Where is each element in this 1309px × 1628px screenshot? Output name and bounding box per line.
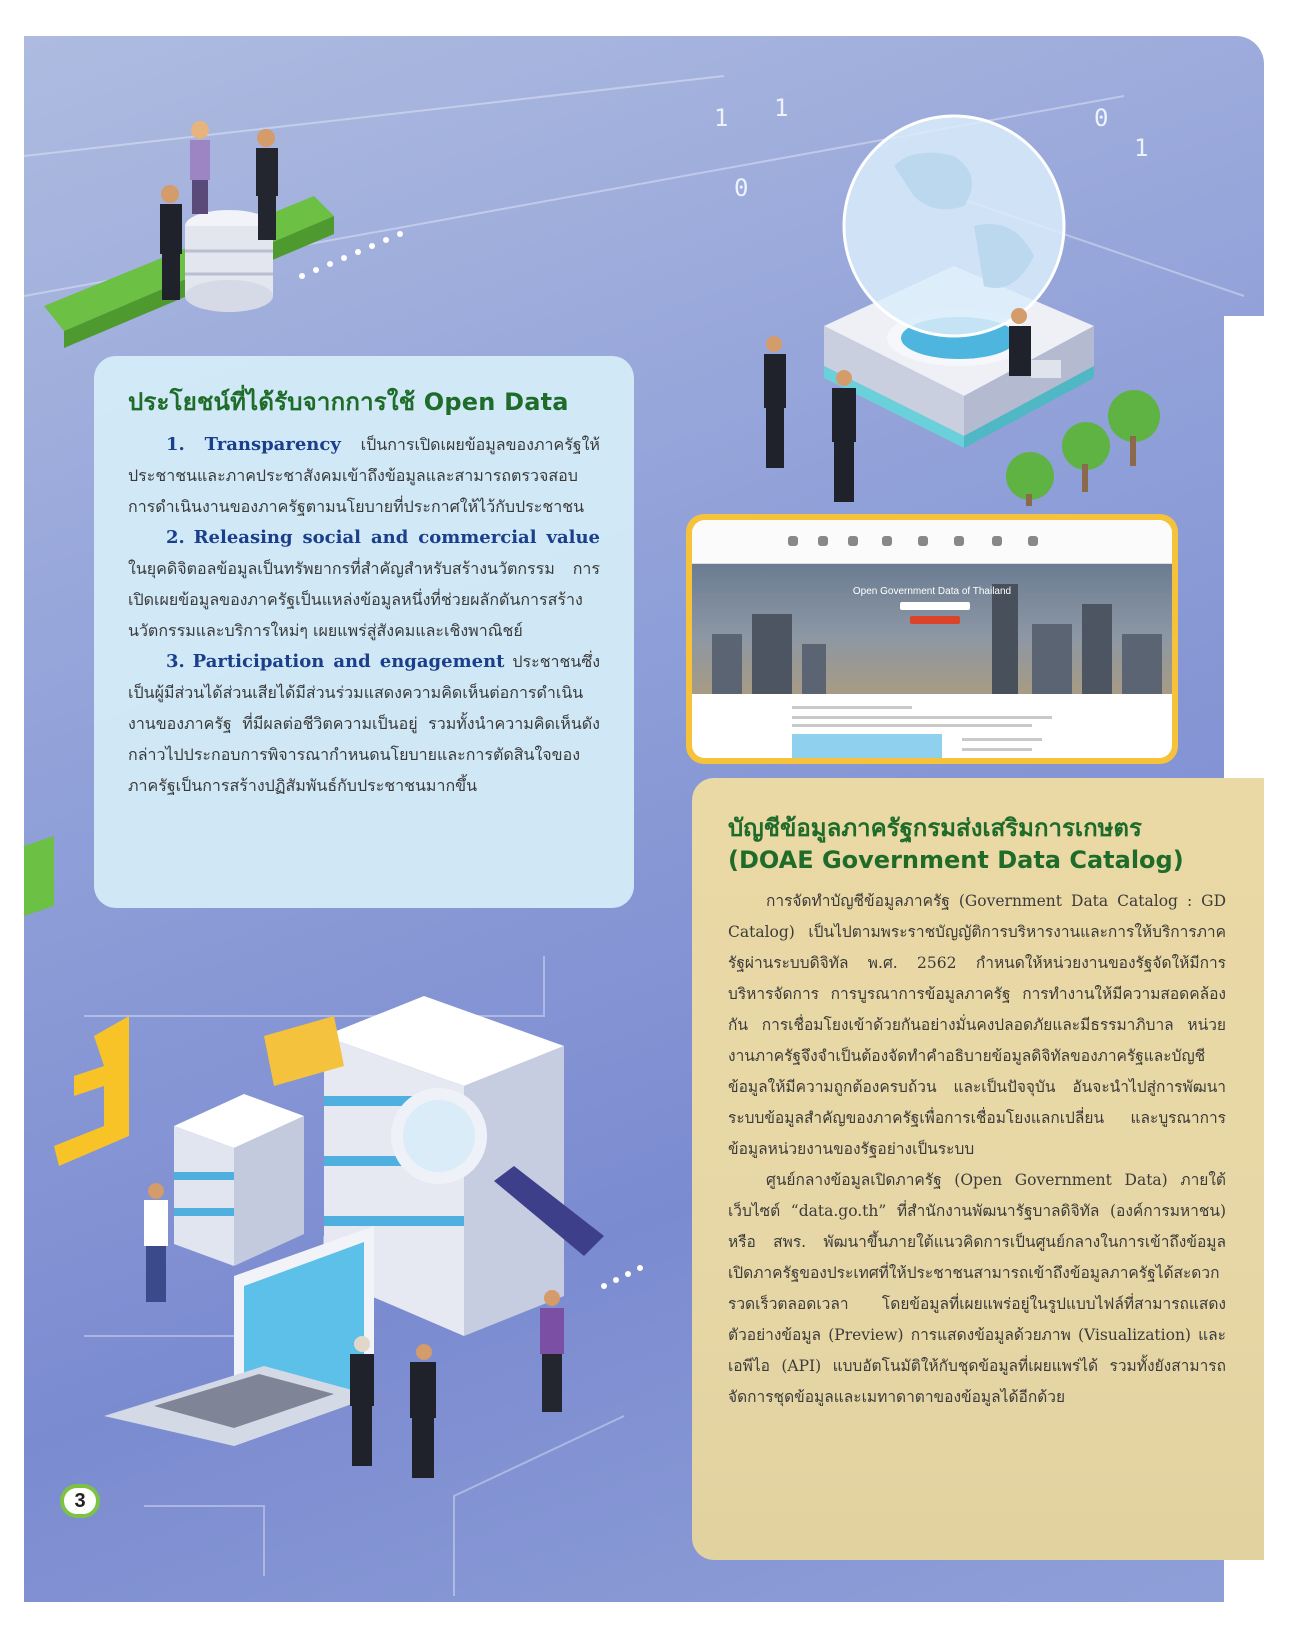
benefit-heading: Participation and engagement — [192, 651, 505, 672]
svg-text:1: 1 — [1134, 134, 1149, 162]
catalog-paragraph-1 — [728, 886, 1226, 1165]
benefit-item-1 — [128, 429, 600, 522]
catalog-title-line1: บัญชีข้อมูลภาครัฐกรมส่งเสริมการเกษตร — [728, 814, 1142, 842]
website-screenshot — [692, 520, 1172, 758]
nav-icon — [992, 536, 1002, 546]
website-search-button — [910, 616, 960, 624]
benefit-item-3 — [128, 646, 600, 801]
catalog-title-line2: (DOAE Government Data Catalog) — [728, 846, 1184, 874]
benefit-number: 2. — [166, 527, 185, 548]
catalog-paragraph-2-text: ศูนย์กลางข้อมูลเปิดภาครัฐ (Open Government Data) ภายใต้เว็บไซต์ “data.go.th” ที่สำนักงานพัฒนารัฐบาลดิจิทัล (องค์การมหาชน) หรือ สพร. พัฒนาขึ้นภายใต้แนวคิดการเป็นศูนย์กลางในการเข้าถึงข้อมูลเปิดภาครัฐของประเทศที่ให้ประชาชนสามารถเข้าถึงข้อมูลภาครัฐได้สะดวก รวดเร็วตลอดเวลา โดยข้อมูลที่เผยแพร่อยู่ในรูปแบบไฟล์ที่สามารถแสดงตัวอย่างข้อมูล (Preview) การแสดงข้อมูลด้วยภาพ (Visualization) และเอพีไอ (API) แบบอัตโนมัติให้กับชุดข้อมูลที่เผยแพร่ได้ รวมทั้งยังสามารถจัดการชุดข้อมูลและเมทาดาตาของข้อมูลได้อีกด้วย — [728, 1171, 1226, 1406]
benefit-number: 3. — [166, 651, 185, 672]
database-team-illustration — [44, 116, 404, 366]
website-search-box — [900, 602, 970, 610]
benefits-panel — [94, 356, 634, 908]
catalog-paragraph-1-text: การจัดทำบัญชีข้อมูลภาครัฐ (Government Data Catalog : GD Catalog) เป็นไปตามพระราชบัญญัติการบริหารงานและการให้บริการภาครัฐผ่านระบบดิจิทัล พ.ศ. 2562 กำหนดให้หน่วยงานของรัฐจัดให้มีการบริหารจัดการ การบูรณาการข้อมูลภาครัฐ การทำงานให้มีความสอดคล้องกัน การเชื่อมโยงเข้าด้วยกันอย่างมั่นคงปลอดภัยและมีธรรมาภิบาล หน่วยงานภาครัฐจึงจำเป็นต้องจัดทำคำอธิบายข้อมูลดิจิทัลของภาครัฐและบัญชีข้อมูลให้มีความถูกต้องครบถ้วน และเป็นปัจจุบัน อันจะนำไปสู่การพัฒนาระบบข้อมูลสำคัญของภาครัฐเพื่อการเชื่อมโยงแลกเปลี่ยน และบูรณาการข้อมูลหน่วยงานของรัฐอย่างเป็นระบบ — [728, 892, 1226, 1158]
svg-text:0: 0 — [734, 174, 749, 202]
globe-platform-illustration — [714, 76, 1234, 506]
benefit-item-2 — [128, 522, 600, 646]
website-hero — [692, 564, 1172, 694]
nav-icon — [788, 536, 798, 546]
page-number: 3 — [60, 1484, 100, 1518]
catalog-panel — [692, 778, 1264, 1560]
green-bar-fragment — [24, 826, 64, 926]
benefits-title: ประโยชน์ที่ได้รับจากการใช้ Open Data — [128, 388, 569, 416]
catalog-paragraph-2 — [728, 1165, 1226, 1413]
nav-icon — [954, 536, 964, 546]
benefits-list — [128, 429, 600, 801]
nav-icon — [1028, 536, 1038, 546]
svg-text:1: 1 — [774, 94, 789, 122]
benefit-text: ในยุคดิจิตอลข้อมูลเป็นทรัพยากรที่สำคัญสำหรับสร้างนวัตกรรม การเปิดเผยข้อมูลของภาครัฐเป็นแหล่งข้อมูลหนึ่งที่ช่วยผลักดันการสร้างนวัตกรรมและบริการใหม่ๆ เผยแพร่สู่สังคมและเชิงพาณิชย์ — [128, 559, 600, 640]
server-laptop-illustration — [44, 976, 644, 1536]
nav-icon — [818, 536, 828, 546]
benefit-text: ประชาชนซึ่งเป็นผู้มีส่วนได้ส่วนเสียได้มีส่วนร่วมแสดงความคิดเห็นต่อการดำเนินงานของภาครัฐ ที่มีผลต่อชีวิตความเป็นอยู่ รวมทั้งนำความคิดเห็นดังกล่าวไปประกอบการพิจารณากำหนดนโยบายและการตัดสินใจของภาครัฐเป็นการสร้างปฏิสัมพันธ์กับประชาชนมากขึ้น — [128, 652, 600, 795]
benefit-heading: Releasing social and commercial value — [193, 527, 600, 548]
svg-text:0: 0 — [1094, 104, 1109, 132]
website-screenshot-card — [686, 514, 1178, 764]
benefit-heading: Transparency — [204, 434, 341, 455]
nav-icon — [882, 536, 892, 546]
website-hero-title: Open Government Data of Thailand — [852, 586, 1012, 597]
website-nav-bar — [692, 520, 1172, 564]
catalog-title — [728, 812, 1226, 876]
nav-icon — [918, 536, 928, 546]
svg-text:1: 1 — [714, 104, 729, 132]
nav-icon — [848, 536, 858, 546]
website-content — [692, 694, 1172, 758]
benefit-text: เป็นการเปิดเผยข้อมูลของภาครัฐให้ประชาชนและภาคประชาสังคมเข้าถึงข้อมูลและสามารถตรวจสอบการดำเนินงานของภาครัฐตามนโยบายที่ประกาศให้ไว้กับประชาชน — [128, 435, 600, 516]
benefit-number: 1. — [166, 434, 185, 455]
